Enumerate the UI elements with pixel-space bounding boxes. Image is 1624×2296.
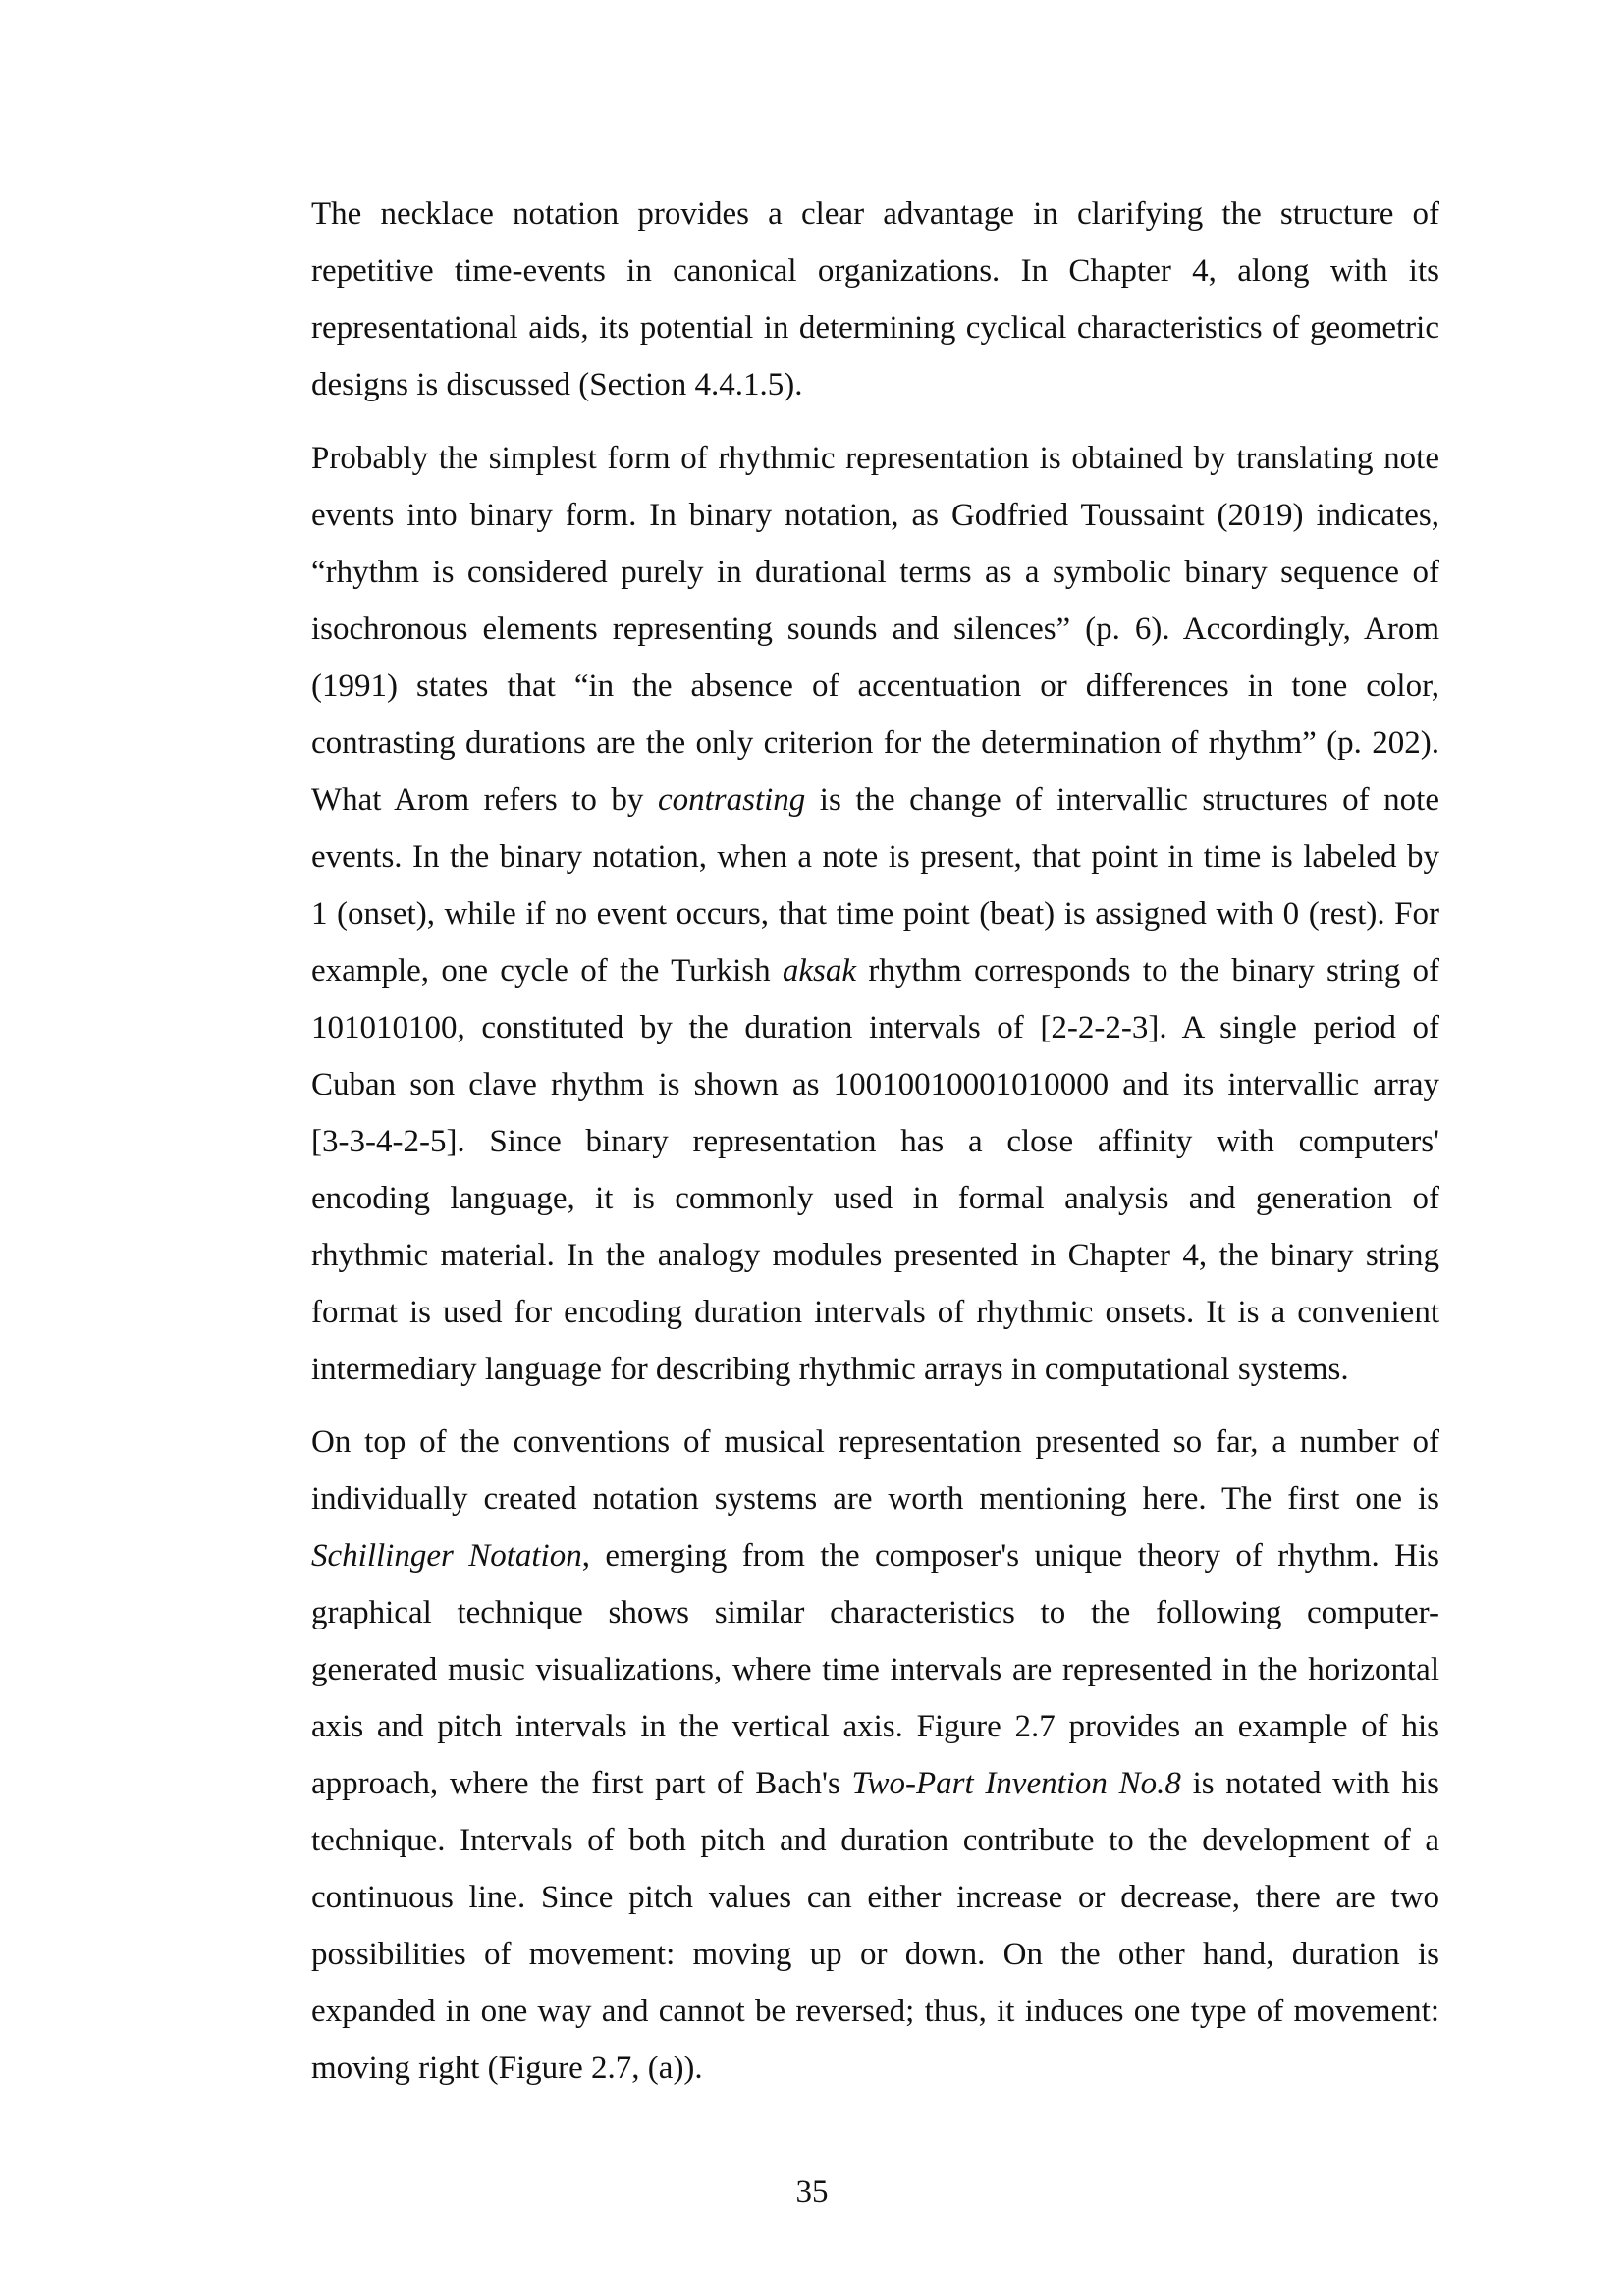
italic-text: Two-Part Invention No.8 [851,1766,1181,1801]
text-line [311,544,1439,601]
text-segment: representational aids, its potential in determining cyclical characteristics of geometric [311,310,1439,346]
page-number: 35 [795,2174,829,2210]
text-segment: Probably the simplest form of rhythmic representation is obtained by translating note [311,441,1439,476]
text-line [311,1056,1439,1113]
text-segment: 1 (onset), while if no event occurs, that time point (beat) is assigned with 0 (rest). For [311,896,1439,932]
text-segment: repetitive time-events in canonical organizations. In Chapter 4, along with its [311,253,1439,289]
text-line [311,658,1439,715]
text-line [311,999,1439,1056]
text-segment: designs is discussed (Section 4.4.1.5). [311,367,803,402]
text-segment: intermediary language for describing rhythmic arrays in computational systems. [311,1352,1349,1387]
text-line [311,430,1439,487]
text-line [311,1869,1439,1926]
text-line [311,487,1439,544]
text-segment: technique. Intervals of both pitch and duration contribute to the development of a [311,1823,1439,1858]
text-segment: continuous line. Since pitch values can either increase or decrease, there are two [311,1880,1439,1915]
paragraph-schillinger-notation [311,1414,1439,2097]
text-line [311,1284,1439,1341]
text-segment: moving right (Figure 2.7, (a)). [311,2051,703,2086]
text-line [311,772,1439,828]
text-segment: The necklace notation provides a clear advantage in clarifying the structure of [311,196,1439,232]
text-line [311,2040,1439,2097]
text-segment: events. In the binary notation, when a note is present, that point in time is labeled by [311,839,1439,875]
text-line [311,1983,1439,2040]
paragraph-binary-notation [311,430,1439,1398]
text-segment: format is used for encoding duration intervals of rhythmic onsets. It is a convenient [311,1295,1439,1330]
text-segment: possibilities of movement: moving up or down. On the other hand, duration is [311,1937,1439,1972]
text-line [311,1113,1439,1170]
text-line [311,1227,1439,1284]
text-segment: , emerging from the composer's unique theory of rhythm. His [581,1538,1439,1574]
text-segment: axis and pitch intervals in the vertical axis. Figure 2.7 provides an example of his [311,1709,1439,1744]
text-segment: is the change of intervallic structures of note [805,782,1439,818]
text-line [311,1698,1439,1755]
text-line [311,1641,1439,1698]
text-line [311,242,1439,299]
text-segment: is notated with his [1180,1766,1439,1801]
text-segment: expanded in one way and cannot be reversed; thus, it induces one type of movement: [311,1994,1439,2029]
text-segment: encoding language, it is commonly used in formal analysis and generation of [311,1181,1439,1216]
text-line [311,356,1439,413]
text-segment: events into binary form. In binary notation, as Godfried Toussaint (2019) indicates, [311,498,1439,533]
text-segment: rhythmic material. In the analogy modules presented in Chapter 4, the binary string [311,1238,1439,1273]
text-segment: [3-3-4-2-5]. Since binary representation has a close affinity with computers' [311,1124,1439,1159]
text-line [311,601,1439,658]
italic-text: aksak [782,953,857,988]
text-line [311,828,1439,885]
text-line [311,715,1439,772]
text-line [311,1584,1439,1641]
text-line [311,1341,1439,1398]
text-line [311,1170,1439,1227]
text-segment: (1991) states that “in the absence of accentuation or differences in tone color, [311,668,1439,704]
text-segment: approach, where the first part of Bach's [311,1766,852,1801]
text-segment: What Arom refers to by [311,782,658,818]
text-line [311,1527,1439,1584]
italic-text: contrasting [657,782,806,818]
text-segment: 101010100, constituted by the duration intervals of [2-2-2-3]. A single period of [311,1010,1439,1045]
text-line [311,1414,1439,1470]
text-line [311,299,1439,356]
text-segment: isochronous elements representing sounds and silences” (p. 6). Accordingly, Arom [311,612,1439,647]
text-line [311,1812,1439,1869]
text-line [311,1755,1439,1812]
text-segment: generated music visualizations, where time intervals are represented in the horizontal [311,1652,1439,1687]
text-segment: graphical technique shows similar characteristics to the following computer- [311,1595,1439,1630]
text-segment: Cuban son clave rhythm is shown as 10010010001010000 and its intervallic array [311,1067,1439,1102]
paragraph-necklace-notation [311,186,1439,413]
text-line [311,1926,1439,1983]
text-segment: “rhythm is considered purely in durational terms as a symbolic binary sequence of [311,555,1439,590]
italic-text: Schillinger Notation [311,1538,582,1574]
text-line [311,942,1439,999]
text-segment: rhythm corresponds to the binary string of [856,953,1439,988]
text-segment: contrasting durations are the only criterion for the determination of rhythm” (p. 202). [311,725,1439,761]
text-line [311,186,1439,242]
text-segment: On top of the conventions of musical representation presented so far, a number of [311,1424,1439,1460]
text-segment: individually created notation systems are worth mentioning here. The first one is [311,1481,1439,1517]
text-line [311,1470,1439,1527]
text-segment: example, one cycle of the Turkish [311,953,783,988]
text-line [311,885,1439,942]
